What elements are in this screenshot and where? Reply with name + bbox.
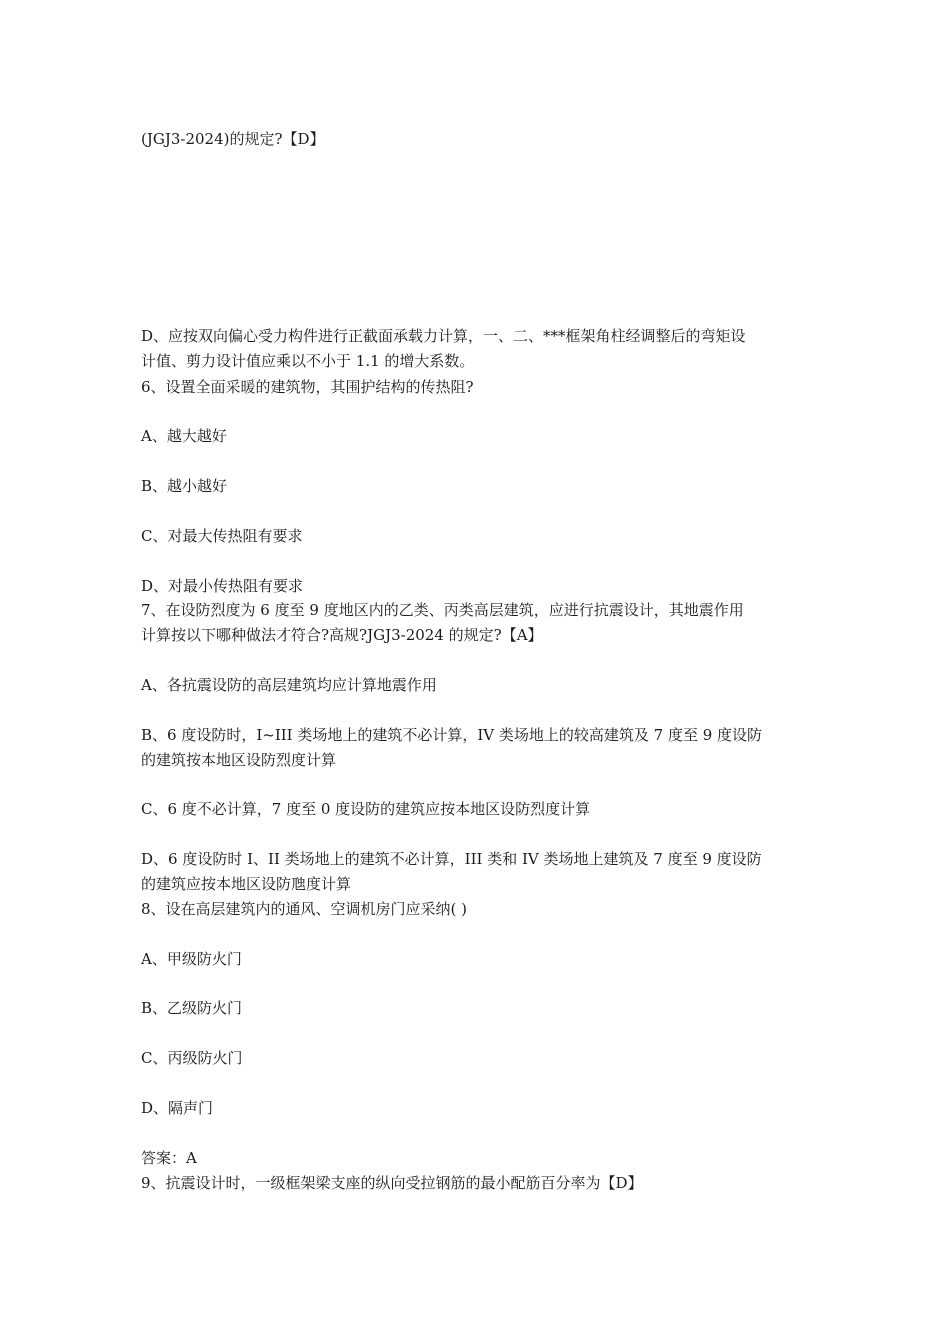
q7-question-line2: 计算按以下哪种做法才符合?高规?JGJ3-2024 的规定?【A】 <box>141 626 543 644</box>
q8-question: 8、设在高层建筑内的通风、空调机房门应采纳( ) <box>141 900 468 918</box>
q8-option-c: C、丙级防火门 <box>141 1049 243 1067</box>
q6-question: 6、设置全面采暖的建筑物，其围护结构的传热阻? <box>141 378 474 396</box>
q6-option-d: D、对最小传热阻有要求 <box>141 577 304 595</box>
q7-option-d-line1: D、6 度设防时 I、II 类场地上的建筑不必计算，III 类和 IV 类场地上建筑及 7 度至 9 度设防 <box>141 850 762 868</box>
q5-option-d-line1: D、应按双向偏心受力构件进行正截面承载力计算，一、二、***框架角柱经调整后的弯矩设 <box>141 327 746 345</box>
q7-option-b-line1: B、6 度设防时，I~III 类场地上的建筑不必计算，IV 类场地上的较高建筑及 7 度至 9 度设防 <box>141 726 763 744</box>
top-fragment: (JGJ3-2024)的规定?【D】 <box>141 130 325 148</box>
q6-option-c: C、对最大传热阻有要求 <box>141 527 303 545</box>
q6-option-b: B、越小越好 <box>141 477 228 495</box>
q7-question-line1: 7、在设防烈度为 6 度至 9 度地区内的乙类、丙类高层建筑，应进行抗震设计，其地震作用 <box>141 601 744 619</box>
q9-question: 9、抗震设计时，一级框架梁支座的纵向受拉钢筋的最小配筋百分率为【D】 <box>141 1174 643 1192</box>
q8-option-d: D、隔声门 <box>141 1099 214 1117</box>
q8-option-b: B、乙级防火门 <box>141 999 243 1017</box>
q7-option-a: A、各抗震设防的高层建筑均应计算地震作用 <box>141 676 437 694</box>
q8-answer: 答案：A <box>141 1149 197 1167</box>
q7-option-d-line2: 的建筑应按本地区设防虺度计算 <box>141 875 352 893</box>
q6-option-a: A、越大越好 <box>141 427 227 445</box>
q7-option-c: C、6 度不必计算，7 度至 0 度设防的建筑应按本地区设防烈度计算 <box>141 800 591 818</box>
q5-option-d-line2: 计值、剪力设计值应乘以不小于 1.1 的增大系数。 <box>141 352 475 370</box>
q7-option-b-line2: 的建筑按本地区设防烈度计算 <box>141 751 337 769</box>
q8-option-a: A、甲级防火门 <box>141 950 242 968</box>
